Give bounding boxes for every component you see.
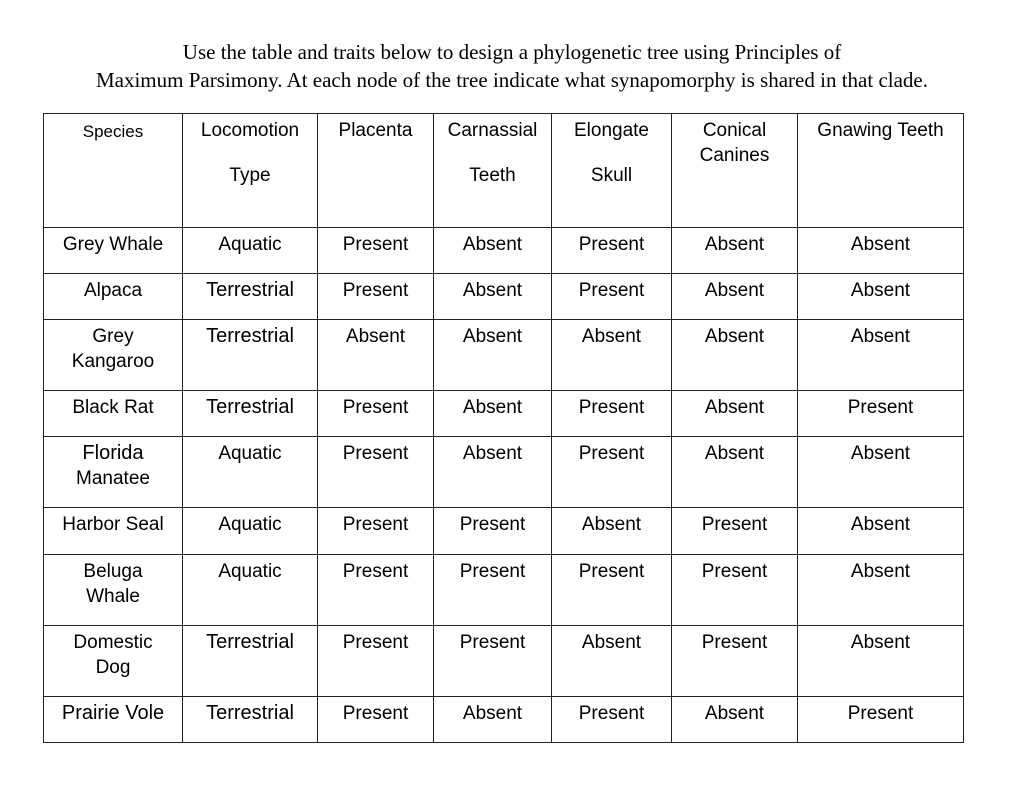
- cell-species: [44, 228, 183, 274]
- cell-locomotion: Aquatic: [183, 228, 318, 274]
- instructions-line-1: Use the table and traits below to design a phylogenetic tree using Principles of: [182, 40, 842, 64]
- cell-locomotion: Terrestrial: [183, 391, 318, 437]
- header-placenta: [318, 114, 434, 228]
- header-conical-line-1: Conical: [702, 120, 767, 141]
- cell-conical: Absent: [672, 320, 798, 391]
- table-row: [44, 508, 964, 554]
- cell-carnassial: Absent: [434, 437, 552, 508]
- cell-placenta: Absent: [318, 320, 434, 391]
- cell-placenta: Present: [318, 274, 434, 320]
- header-elongate: [552, 114, 672, 228]
- cell-elongate: Present: [552, 274, 672, 320]
- header-carnassial-line-2: Teeth: [469, 165, 516, 186]
- header-locomotion-line-2: Type: [229, 165, 271, 186]
- cell-species: [44, 554, 183, 625]
- cell-conical: Absent: [672, 696, 798, 742]
- header-gnawing-label: Gnawing Teeth: [817, 120, 944, 141]
- cell-carnassial: Present: [434, 508, 552, 554]
- species-name-line-1: Grey: [92, 326, 134, 348]
- species-name-line-2: Manatee: [76, 468, 150, 490]
- cell-placenta: Present: [318, 228, 434, 274]
- species-name-line-1: Domestic: [73, 631, 153, 653]
- species-name-line-2: Kangaroo: [71, 351, 155, 373]
- cell-species: [44, 625, 183, 696]
- cell-placenta: Present: [318, 696, 434, 742]
- cell-conical: Absent: [672, 437, 798, 508]
- cell-species: [44, 696, 183, 742]
- cell-species: [44, 391, 183, 437]
- cell-locomotion: Terrestrial: [183, 625, 318, 696]
- cell-carnassial: Absent: [434, 320, 552, 391]
- cell-conical: Present: [672, 508, 798, 554]
- species-name-line-1: Florida: [82, 442, 144, 465]
- cell-gnawing: Present: [798, 391, 964, 437]
- cell-species: [44, 320, 183, 391]
- instructions-line-2: Maximum Parsimony. At each node of the tree indicate what synapomorphy is shared in that clade.: [95, 68, 928, 92]
- cell-elongate: Absent: [552, 320, 672, 391]
- header-carnassial: [434, 114, 552, 228]
- cell-gnawing: Present: [798, 696, 964, 742]
- cell-carnassial: Absent: [434, 696, 552, 742]
- cell-locomotion: Terrestrial: [183, 696, 318, 742]
- table-row: [44, 391, 964, 437]
- species-name-line-1: Harbor Seal: [62, 514, 164, 536]
- cell-elongate: Present: [552, 437, 672, 508]
- cell-elongate: Present: [552, 391, 672, 437]
- table-row: [44, 228, 964, 274]
- species-name-line-1: Alpaca: [83, 280, 143, 302]
- cell-conical: Absent: [672, 228, 798, 274]
- cell-elongate: Present: [552, 228, 672, 274]
- cell-gnawing: Absent: [798, 508, 964, 554]
- cell-conical: Absent: [672, 274, 798, 320]
- species-name-line-2: Dog: [95, 656, 131, 678]
- table-row: [44, 625, 964, 696]
- header-locomotion: [183, 114, 318, 228]
- header-locomotion-line-1: Locomotion: [200, 120, 300, 141]
- header-conical: [672, 114, 798, 228]
- table-row: [44, 320, 964, 391]
- cell-conical: Present: [672, 625, 798, 696]
- cell-elongate: Absent: [552, 508, 672, 554]
- cell-carnassial: Absent: [434, 274, 552, 320]
- cell-gnawing: Absent: [798, 274, 964, 320]
- cell-placenta: Present: [318, 508, 434, 554]
- cell-placenta: Present: [318, 625, 434, 696]
- species-name-line-1: Beluga: [83, 560, 143, 582]
- cell-conical: Present: [672, 554, 798, 625]
- cell-elongate: Present: [552, 554, 672, 625]
- header-placenta-label: Placenta: [338, 120, 413, 141]
- cell-locomotion: Aquatic: [183, 437, 318, 508]
- cell-gnawing: Absent: [798, 554, 964, 625]
- cell-placenta: Present: [318, 391, 434, 437]
- table-row: [44, 274, 964, 320]
- cell-locomotion: Terrestrial: [183, 274, 318, 320]
- cell-gnawing: Absent: [798, 625, 964, 696]
- cell-locomotion: Aquatic: [183, 508, 318, 554]
- cell-carnassial: Absent: [434, 391, 552, 437]
- cell-carnassial: Present: [434, 625, 552, 696]
- header-carnassial-line-1: Carnassial: [447, 120, 538, 141]
- header-species-label: Species: [82, 122, 144, 141]
- cell-species: [44, 437, 183, 508]
- traits-table: [43, 113, 964, 743]
- cell-locomotion: Terrestrial: [183, 320, 318, 391]
- cell-species: [44, 508, 183, 554]
- table-header-row: [44, 114, 964, 228]
- cell-elongate: Absent: [552, 625, 672, 696]
- species-name-line-1: Black Rat: [72, 397, 154, 419]
- cell-gnawing: Absent: [798, 320, 964, 391]
- cell-conical: Absent: [672, 391, 798, 437]
- header-elongate-line-2: Skull: [590, 165, 633, 186]
- species-name-line-1: Grey Whale: [62, 234, 164, 255]
- cell-carnassial: Present: [434, 554, 552, 625]
- cell-elongate: Present: [552, 696, 672, 742]
- cell-placenta: Present: [318, 437, 434, 508]
- cell-gnawing: Absent: [798, 437, 964, 508]
- cell-gnawing: Absent: [798, 228, 964, 274]
- species-name-line-1: Prairie Vole: [61, 701, 165, 724]
- cell-species: [44, 274, 183, 320]
- cell-placenta: Present: [318, 554, 434, 625]
- header-gnawing: [798, 114, 964, 228]
- species-name-line-2: Whale: [86, 585, 140, 607]
- instructions-text: [30, 38, 994, 94]
- table-row: [44, 437, 964, 508]
- cell-locomotion: Aquatic: [183, 554, 318, 625]
- header-elongate-line-1: Elongate: [573, 120, 649, 141]
- header-species: [44, 114, 183, 228]
- cell-carnassial: Absent: [434, 228, 552, 274]
- table-row: [44, 554, 964, 625]
- table-row: [44, 696, 964, 742]
- header-conical-line-2: Canines: [699, 145, 770, 166]
